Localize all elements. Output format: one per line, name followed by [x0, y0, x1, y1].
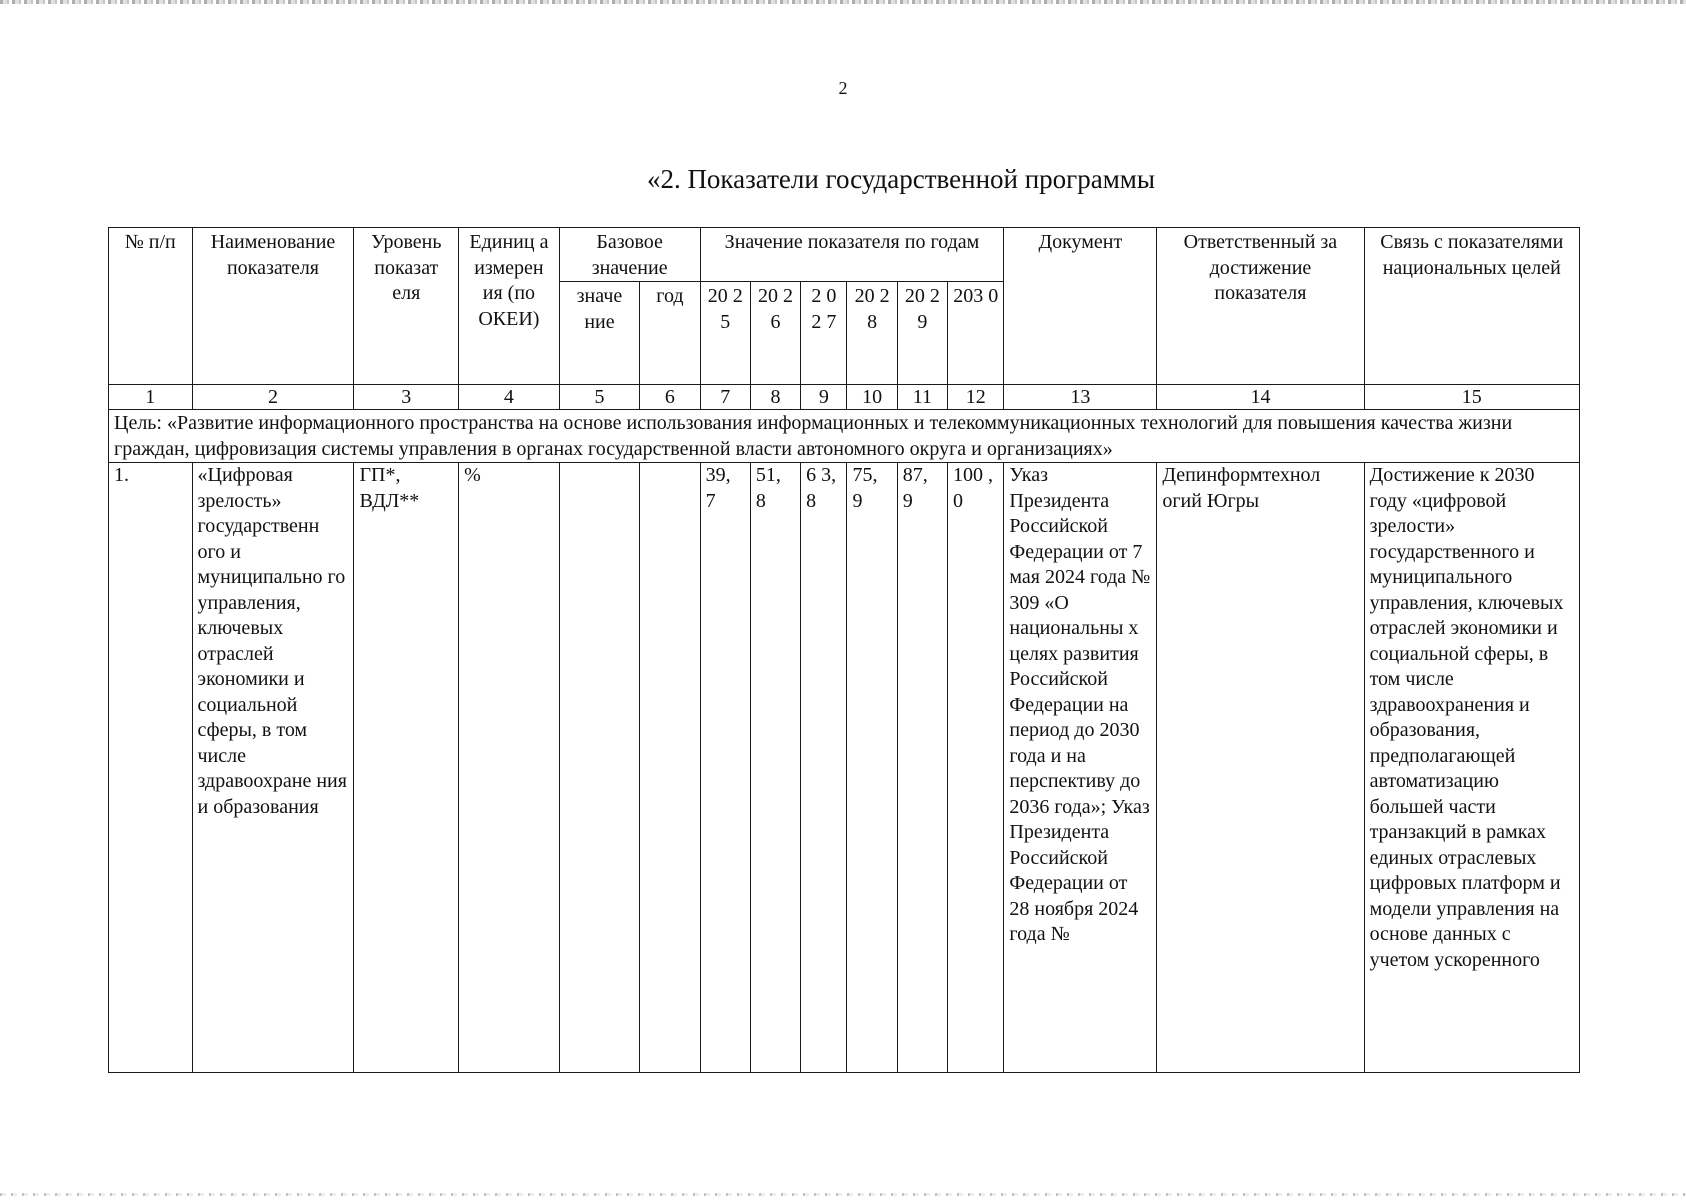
value-2026: 51, 8 [750, 463, 800, 1073]
column-number: 14 [1157, 385, 1364, 410]
column-number: 4 [459, 385, 560, 410]
value-2029: 87, 9 [897, 463, 947, 1073]
column-number: 1 [109, 385, 193, 410]
header-year-2027: 2 0 2 7 [801, 282, 847, 385]
column-number: 3 [354, 385, 459, 410]
indicator-name: «Цифровая зрелость» государственн ого и муниципально го управления, ключевых отраслей экономики и социальной сферы, в том числе здравоохране ния и образования [192, 463, 354, 1073]
goal-text: Цель: «Развитие информационного пространства на основе использования информационных и телекоммуникационных технологий для повышения качества жизни граждан, цифровизация системы управления в органах государственной власти автономного округа и организациях» [109, 410, 1580, 463]
indicator-unit: % [459, 463, 560, 1073]
base-value [559, 463, 639, 1073]
national-goal-link: Достижение к 2030 году «цифровой зрелости» государственного и муниципального управления, ключевых отраслей экономики и социальной сферы, в том числе здравоохранения и образования, предполагающей автоматизацию большей части транзакций в рамках единых отраслевых цифровых платформ и модели управления на основе данных с учетом ускоренного [1364, 463, 1579, 1073]
header-years-group: Значение показателя по годам [700, 228, 1004, 282]
base-year [640, 463, 700, 1073]
column-numbers-row [109, 385, 1580, 410]
indicator-level: ГП*, ВДЛ** [354, 463, 459, 1073]
column-number: 9 [801, 385, 847, 410]
column-number: 2 [192, 385, 354, 410]
column-number: 10 [847, 385, 897, 410]
value-2028: 75, 9 [847, 463, 897, 1073]
column-number: 7 [700, 385, 750, 410]
header-no: № п/п [109, 228, 193, 385]
document-reference: Указ Президента Российской Федерации от 7 мая 2024 года № 309 «О национальны х целях развития Российской Федерации на период до 2030 года и на перспективу до 2036 года»; Указ Президента Российской Федерации от 28 ноября 2024 года № [1004, 463, 1157, 1073]
column-number: 6 [640, 385, 700, 410]
column-number: 8 [750, 385, 800, 410]
goal-row [109, 410, 1580, 463]
header-year-2029: 20 29 [897, 282, 947, 385]
header-base-year: год [640, 282, 700, 385]
header-link: Связь с показателями национальных целей [1364, 228, 1579, 385]
header-document: Документ [1004, 228, 1157, 385]
column-number: 5 [559, 385, 639, 410]
value-2030: 100 ,0 [948, 463, 1004, 1073]
row-number: 1. [109, 463, 193, 1073]
header-base: Базовое значение [559, 228, 700, 282]
indicators-table [108, 227, 1580, 1073]
header-unit: Единиц а измерен ия (по ОКЕИ) [459, 228, 560, 385]
value-2025: 39, 7 [700, 463, 750, 1073]
column-number: 15 [1364, 385, 1579, 410]
header-name: Наименование показателя [192, 228, 354, 385]
header-year-2025: 20 25 [700, 282, 750, 385]
header-level: Уровень показат еля [354, 228, 459, 385]
header-year-2028: 20 28 [847, 282, 897, 385]
page-number: 2 [838, 78, 848, 98]
page-title: «2. Показатели государственной программы [646, 164, 1156, 194]
column-number: 12 [948, 385, 1004, 410]
table-row [109, 463, 1580, 1073]
responsible-authority: Депинформтехнол огий Югры [1157, 463, 1364, 1073]
value-2027: 6 3, 8 [801, 463, 847, 1073]
column-number: 13 [1004, 385, 1157, 410]
header-year-2026: 20 26 [750, 282, 800, 385]
scan-edge-top [0, 0, 1686, 4]
header-responsible: Ответственный за достижение показателя [1157, 228, 1364, 385]
scan-edge-bottom [0, 1193, 1686, 1196]
header-base-value: значе ние [559, 282, 639, 385]
column-number: 11 [897, 385, 947, 410]
header-year-2030: 203 0 [948, 282, 1004, 385]
